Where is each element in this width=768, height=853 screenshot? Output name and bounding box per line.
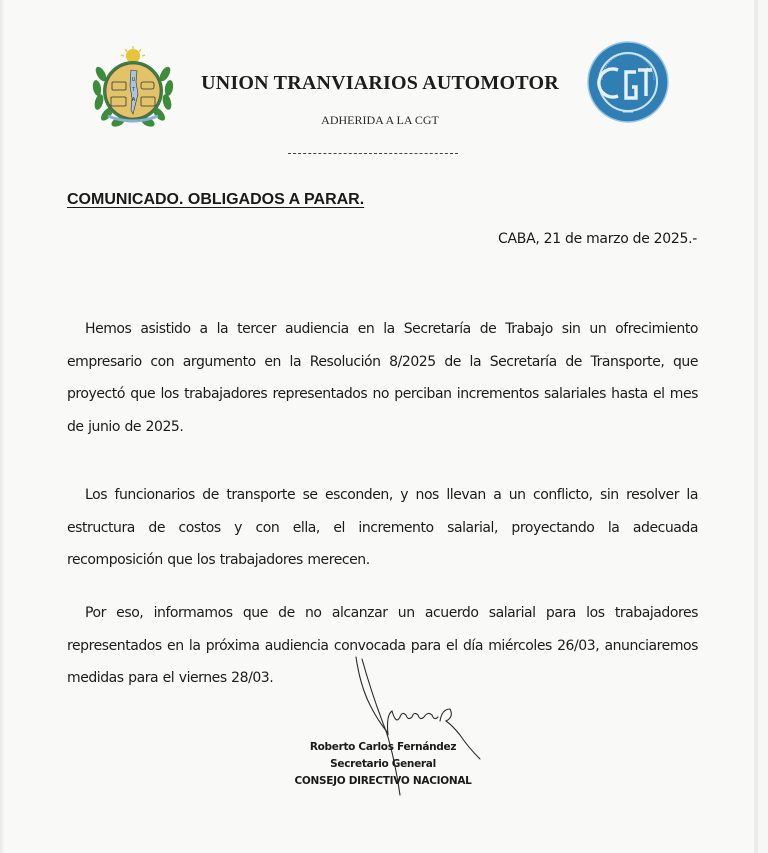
document-title: COMUNICADO. OBLIGADOS A PARAR.	[67, 191, 365, 208]
svg-text:U: U	[131, 77, 136, 83]
svg-text:A: A	[131, 97, 136, 103]
uta-emblem-icon	[91, 44, 175, 130]
place-and-date: CABA, 21 de marzo de 2025.-	[498, 231, 697, 247]
paragraph-officials: Los funcionarios de transporte se esconden, y nos llevan a un conflicto, sin resolver la estructura de costos y con ella, el incremento salarial, proyectando la adecuada recomposición que los trabajadores merecen.	[67, 487, 698, 568]
paragraph-hearing: Hemos asistido a la tercer audiencia en la Secretaría de Trabajo sin un ofrecimiento empresario con argumento en la Resolución 8/2025 de la Secretaría de Transporte, que proyectó que los trabajadores representados no perciban incrementos salariales hasta el mes de junio de 2025.	[67, 321, 698, 435]
signatory-name: Roberto Carlos Fernández	[309, 741, 457, 753]
organization-affiliation: ADHERIDA A LA CGT	[321, 113, 439, 127]
signatory-block	[283, 739, 483, 790]
organization-name: UNION TRANVIARIOS AUTOMOTOR	[201, 72, 559, 94]
scan-border-right	[758, 0, 768, 853]
cgt-seal-icon	[586, 40, 670, 124]
page-edge-left	[0, 0, 4, 853]
page-edge-right	[754, 0, 758, 853]
svg-text:T: T	[131, 87, 136, 93]
paragraph-announcement: Por eso, informamos que de no alcanzar un acuerdo salarial para los trabajadores representados en la próxima audiencia convocada para el día miércoles 26/03, anunciaremos medidas para el viernes 28/03.	[67, 605, 698, 686]
signatory-body: CONSEJO DIRECTIVO NACIONAL	[294, 775, 472, 787]
signatory-role: Secretario General	[330, 758, 436, 770]
header-divider	[288, 153, 458, 154]
